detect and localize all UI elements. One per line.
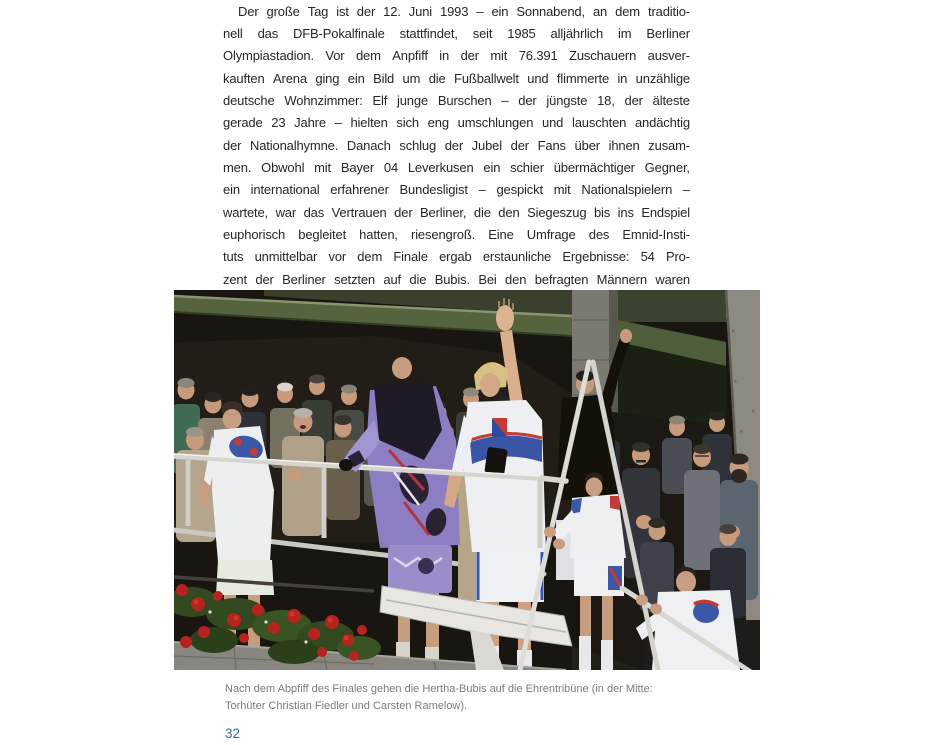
paragraph-line: euphorisch begleitet hatten, riesengroß. Eine Umfrage des Emnid-Insti- (223, 227, 690, 243)
paragraph-line: nell das DFB-Pokalfinale stattfindet, seit 1985 alljährlich im Berliner (223, 26, 690, 42)
page-number: 32 (225, 726, 241, 741)
body-text (223, 0, 690, 290)
tribune-photo-image (174, 290, 760, 670)
tribune-photo-figure (174, 290, 760, 670)
paragraph-line: zent der Berliner setzten auf die Bubis. Bei den befragten Männern waren (223, 271, 690, 287)
paragraph-line: ein international erfahrener Bundesligist – gespickt mit Nationalspielern – (223, 182, 690, 198)
photo-caption (225, 681, 705, 714)
photo-caption-line: Torhüter Christian Fiedler und Carsten Ramelow). (225, 699, 468, 712)
paragraph-line: deutsche Wohnzimmer: Elf junge Burschen – der jüngste 18, der älteste (223, 93, 690, 109)
paragraph-line: Der große Tag ist der 12. Juni 1993 – ein Sonnabend, an dem traditio- (238, 3, 690, 19)
paragraph-line: der Nationalhymne. Danach schlug der Jubel der Fans über ihnen zusam- (223, 137, 690, 153)
paragraph-line: wartete, war das Vertrauen der Berliner, die den Siegeszug bis ins Endspiel (223, 204, 690, 220)
paragraph-line: tuts unmittelbar vor dem Finale ergab erstaunliche Ergebnisse: 54 Pro- (223, 249, 690, 265)
photo-caption-line: Nach dem Abpfiff des Finales gehen die Hertha-Bubis auf die Ehrentribüne (in der Mitte: (225, 683, 653, 695)
paragraph-line: men. Obwohl mit Bayer 04 Leverkusen ein schier übermächtiger Gegner, (223, 160, 690, 176)
paragraph-line: gerade 23 Jahre – hielten sich eng umschlungen und lauschten andächtig (223, 115, 690, 131)
paragraph-line: kauften Arena ging ein Bild um die Fußballwelt und flimmerte in unzählige (223, 70, 690, 86)
paragraph-line: Olympiastadion. Vor dem Anpfiff in der mit 76.391 Zuschauern ausver- (223, 48, 690, 64)
